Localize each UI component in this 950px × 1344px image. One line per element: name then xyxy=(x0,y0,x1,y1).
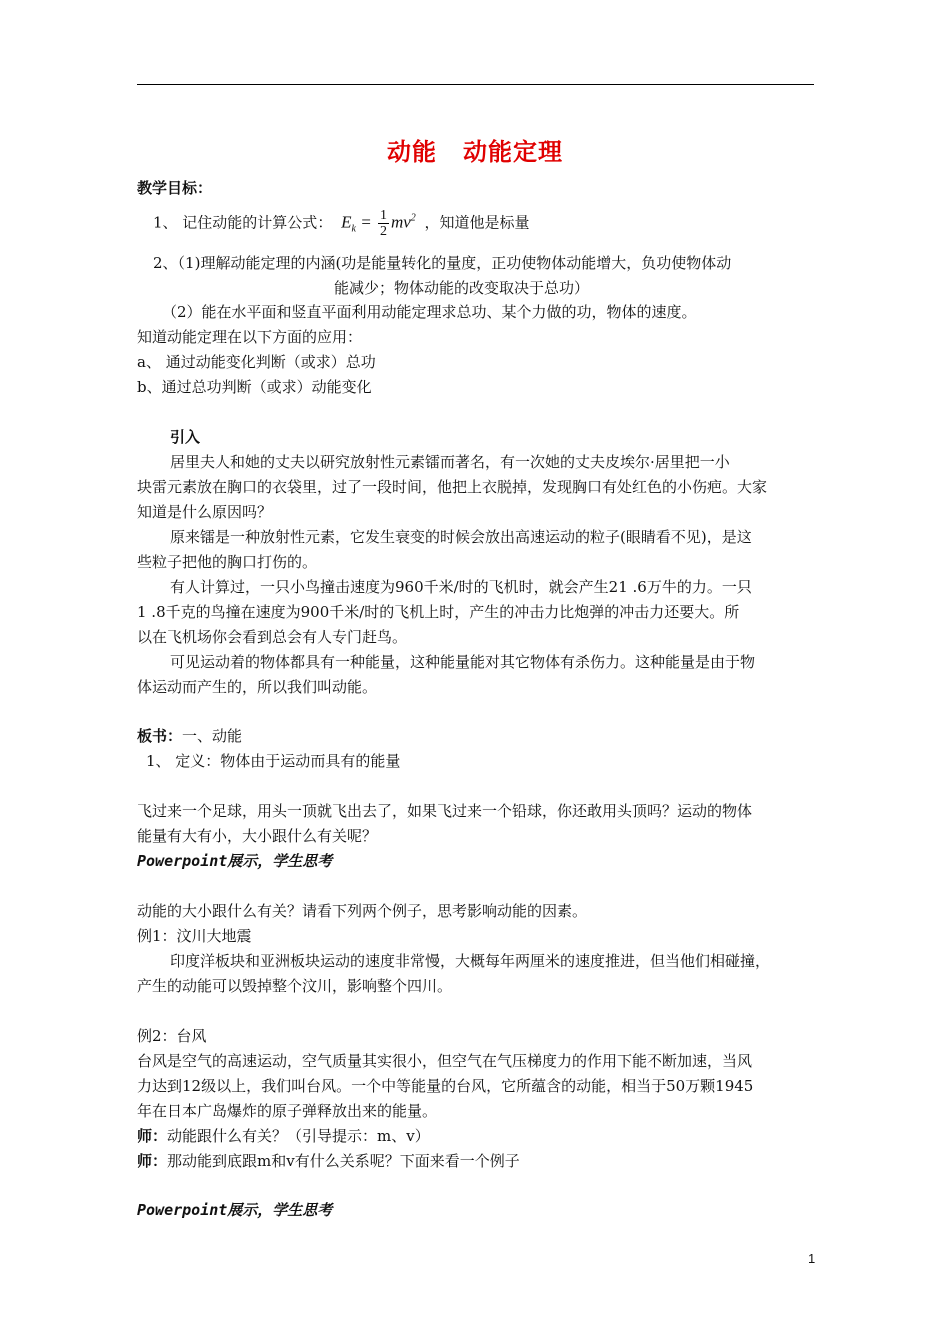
page-title xyxy=(0,132,950,167)
teacher-line-2 xyxy=(137,1151,520,1171)
intro-p3-line-3: 以在飞机场你会看到总会有人专门赶鸟。 xyxy=(137,628,408,646)
header-rule xyxy=(137,84,814,85)
example-2-title: 例2：台风 xyxy=(137,1027,207,1045)
teacher-text-1: 动能跟什么有关？（引导提示：m、v） xyxy=(167,1127,430,1145)
teacher-line-1 xyxy=(137,1126,430,1146)
example-1-line-2: 产生的动能可以毁掉整个汶川，影响整个四川。 xyxy=(137,977,453,995)
intro-p2-line-2: 些粒子把他的胸口打伤的。 xyxy=(137,553,318,571)
kinetic-energy-formula: $E_k$ = $\frac{1}{2}$ $mv^2$ xyxy=(341,208,416,239)
goal-1 xyxy=(153,208,530,239)
goals-heading: 教学目标： xyxy=(137,179,213,197)
goal-2-part-2: （2）能在水平面和竖直平面利用动能定理求总功、某个力做的功，物体的速度。 xyxy=(162,303,697,321)
goal-2-line-1: 2、（1)理解动能定理的内涵(功是能量转化的量度，正功使物体动能增大，负功使物体动 xyxy=(153,254,732,272)
intro-heading: 引入 xyxy=(170,428,201,446)
example-2-line-2: 力达到12级以上，我们叫台风。一个中等能量的台风，它所蕴含的动能，相当于50万颗1945 xyxy=(137,1077,754,1095)
intro-p3-line-2: 1 .8千克的鸟撞在速度为900千米/时的飞机上时，产生的冲击力比炮弹的冲击力还要大。所 xyxy=(137,603,740,621)
board-text: 一、动能 xyxy=(182,727,243,745)
goal-1-suffix: ，知道他是标量 xyxy=(424,213,530,232)
intro-p4-line-2: 体运动而产生的，所以我们叫动能。 xyxy=(137,678,378,696)
example-1-line-1: 印度洋板块和亚洲板块运动的速度非常慢，大概每年两厘米的速度推进，但当他们相碰撞， xyxy=(170,952,771,970)
apply-heading: 知道动能定理在以下方面的应用： xyxy=(137,328,363,346)
apply-a: a、 通过动能变化判断（或求）总功 xyxy=(137,353,376,371)
teacher-label-1: 师： xyxy=(137,1127,168,1145)
question-line-1: 飞过来一个足球，用头一顶就飞出去了，如果飞过来一个铅球，你还敢用头顶吗？运动的物体 xyxy=(137,802,753,820)
factors-line: 动能的大小跟什么有关？请看下列两个例子，思考影响动能的因素。 xyxy=(137,902,588,920)
teacher-text-2: 那动能到底跟m和v有什么关系呢？下面来看一个例子 xyxy=(167,1152,520,1170)
intro-p1-line-2: 块雷元素放在胸口的衣袋里，过了一段时间，他把上衣脱掉，发现胸口有处红色的小伤疤。大家 xyxy=(137,478,768,496)
goal-1-prefix: 1、 记住动能的计算公式： xyxy=(153,213,333,232)
definition-line: 1、 定义：物体由于运动而具有的能量 xyxy=(146,752,401,770)
powerpoint-note-1: Powerpoint展示，学生思考 xyxy=(137,852,333,870)
intro-p4-line-1: 可见运动着的物体都具有一种能量，这种能量能对其它物体有杀伤力。这种能量是由于物 xyxy=(170,653,756,671)
apply-b: b、通过总功判断（或求）动能变化 xyxy=(137,378,372,396)
page-number: 1 xyxy=(808,1251,816,1266)
title-part-a: 动能 xyxy=(387,138,437,166)
goal-2-line-2: 能减少；物体动能的改变取决于总功） xyxy=(334,279,590,297)
teacher-label-2: 师： xyxy=(137,1152,168,1170)
board-line xyxy=(137,726,242,746)
title-part-b: 动能定理 xyxy=(463,138,563,166)
example-2-line-3: 年在日本广岛爆炸的原子弹释放出来的能量。 xyxy=(137,1102,438,1120)
intro-p1-line-3: 知道是什么原因吗？ xyxy=(137,503,273,521)
intro-p1-line-1: 居里夫人和她的丈夫以研究放射性元素镭而著名，有一次她的丈夫皮埃尔·居里把一小 xyxy=(170,453,730,471)
board-label: 板书： xyxy=(137,727,183,745)
question-line-2: 能量有大有小，大小跟什么有关呢？ xyxy=(137,827,378,845)
example-1-title: 例1：汶川大地震 xyxy=(137,927,252,945)
powerpoint-note-2: Powerpoint展示，学生思考 xyxy=(137,1201,333,1219)
intro-p2-line-1: 原来镭是一种放射性元素，它发生衰变的时候会放出高速运动的粒子(眼睛看不见)，是这 xyxy=(170,528,752,546)
intro-p3-line-1: 有人计算过，一只小鸟撞击速度为960千米/时的飞机时，就会产生21 .6万牛的力。一只 xyxy=(170,578,752,596)
example-2-line-1: 台风是空气的高速运动，空气质量其实很小，但空气在气压梯度力的作用下能不断加速，当风 xyxy=(137,1052,753,1070)
